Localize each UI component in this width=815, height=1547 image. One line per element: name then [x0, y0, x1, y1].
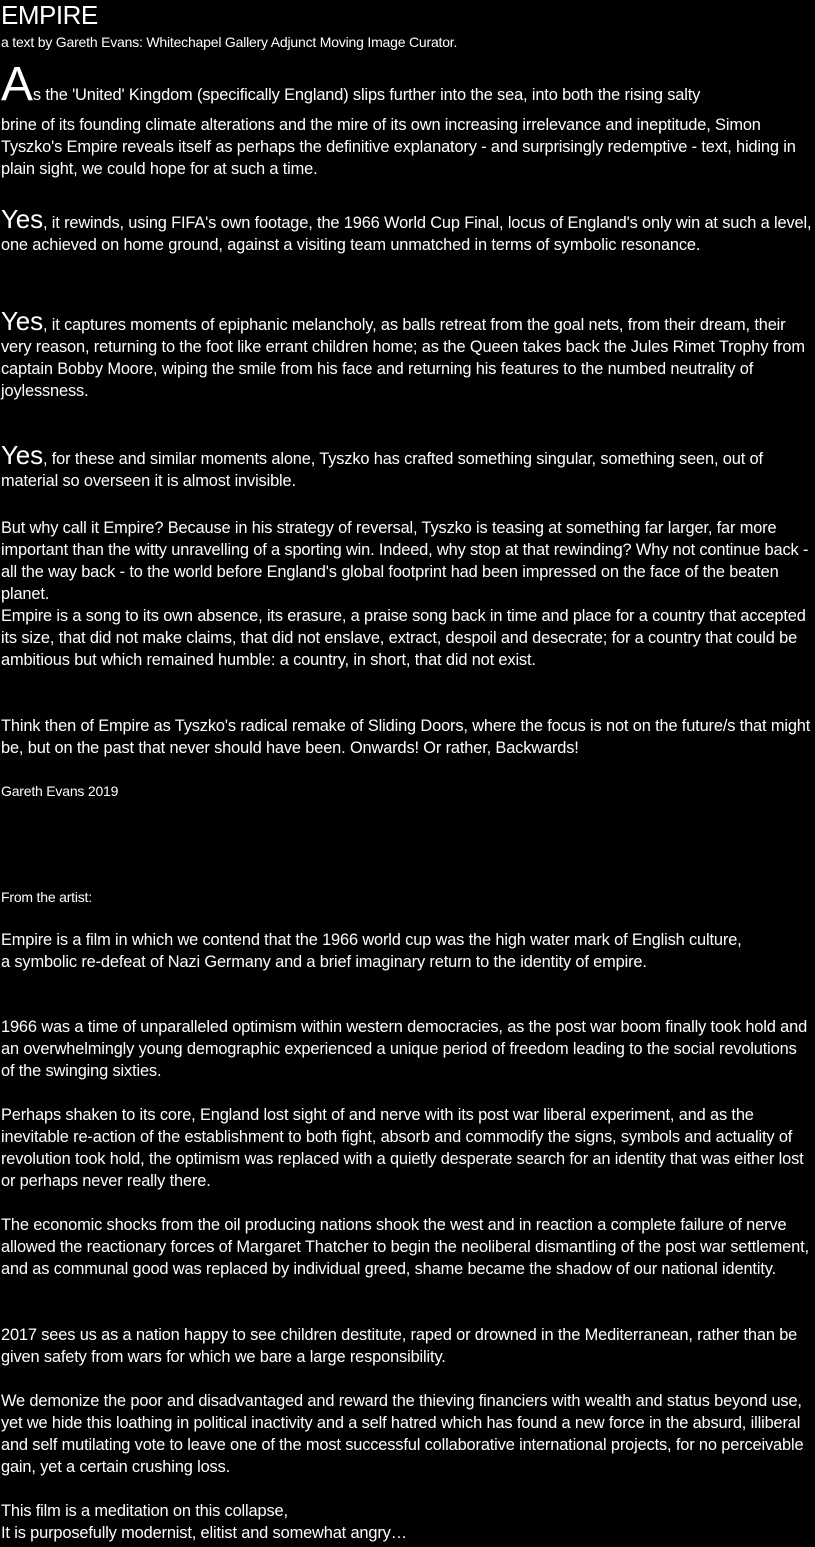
artist-heading: From the artist: [1, 889, 92, 905]
artist-paragraph-6: We demonize the poor and disadvantaged and reward the thieving financiers with wealth and status beyond use, yet we hide this loathing in political inactivity and a self hatred which has found a new force in the absurd, illiberal and self mutilating vote to leave one of the most successful collaborative international projects, for no perceivable gain, yet a certain crushing loss. [1, 1392, 804, 1476]
paragraph-text: This film is a meditation on this collapse, [1, 1502, 288, 1520]
yes-emphasis: Yes [1, 440, 43, 470]
paragraph-text: Empire is a song to its own absence, its erasure, a praise song back in time and place for a country that accepted its size, that did not make claims, that did not enslave, extract, despoil and desecrate; for a country that could be ambitious but which remained humble: a country, in short, that did not exist. [1, 607, 806, 669]
page-title: EMPIRE [1, 0, 98, 30]
essay-paragraph-4 [1, 440, 813, 492]
essay-paragraph-6 [1, 715, 813, 759]
yes-emphasis: Yes [1, 204, 43, 234]
paragraph-text: It is purposefully modernist, elitist and somewhat angry… [1, 1524, 407, 1542]
paragraph-text: a symbolic re-defeat of Nazi Germany and a brief imaginary return to the identity of empire. [1, 953, 647, 971]
paragraph-text: , it rewinds, using FIFA's own footage, the 1966 World Cup Final, locus of England's only win at such a level, one achieved on home ground, against a visiting team unmatched in terms of symbolic resonance. [1, 214, 812, 254]
drop-cap: A [1, 58, 33, 111]
paragraph-text: Empire is a film in which we contend that the 1966 world cup was the high water mark of English culture, [1, 931, 742, 949]
artist-paragraph-2: 1966 was a time of unparalleled optimism within western democracies, as the post war boom finally took hold and an overwhelmingly young demographic experienced a unique period of freedom leading to the social revolutions of the swinging sixties. [1, 1018, 808, 1080]
first-line [1, 58, 701, 114]
yes-emphasis: Yes [1, 306, 43, 336]
artist-paragraph-7 [1, 1500, 813, 1544]
paragraph-text: Think then of Empire as Tyszko's radical remake of Sliding Doors, where the focus is not on the future/s that might be, but on the past that never should have been. Onwards! Or rather, Backwards! [1, 717, 811, 757]
essay-paragraph-1 [1, 58, 813, 180]
paragraph-text: , it captures moments of epiphanic melancholy, as balls retreat from the goal nets, from their dream, their very reason, returning to the foot like errant children home; as the Queen takes back the Jules Rimet Trophy from captain Bobby Moore, wiping the smile from his face and returning his features to the numbed neutrality of joylessness. [1, 316, 805, 400]
artist-paragraph-5: 2017 sees us as a nation happy to see children destitute, raped or drowned in the Mediterranean, rather than be given safety from wars for which we bare a large responsibility. [1, 1326, 798, 1366]
paragraph-text: brine of its founding climate alterations and the mire of its own increasing irrelevance and ineptitude, Simon Tyszko's Empire reveals itself as perhaps the definitive explanatory - and surprisingly redemptive - text, hiding in plain sight, we could hope for at such a time. [1, 116, 796, 178]
essay-paragraph-2 [1, 204, 813, 256]
paragraph-text: , for these and similar moments alone, Tyszko has crafted something singular, something seen, out of material so overseen it is almost invisible. [1, 450, 763, 490]
paragraph-text: But why call it Empire? Because in his strategy of reversal, Tyszko is teasing at something far larger, far more important than the witty unravelling of a sporting win. Indeed, why stop at that rewinding? Why not continue back - all the way back - to the world before England's global footprint had been impressed on the face of the beaten planet. [1, 519, 809, 603]
first-line-text: s the 'United' Kingdom (specifically England) slips further into the sea, into both the rising salty [32, 86, 701, 104]
signature: Gareth Evans 2019 [1, 783, 119, 799]
essay-paragraph-3 [1, 306, 813, 402]
essay-paragraph-5 [1, 517, 813, 671]
page-subtitle: a text by Gareth Evans: Whitechapel Gallery Adjunct Moving Image Curator. [1, 34, 458, 50]
artist-paragraph-4: The economic shocks from the oil producing nations shook the west and in reaction a complete failure of nerve allowed the reactionary forces of Margaret Thatcher to begin the neoliberal dismantling of the post war settlement, and as communal good was replaced by individual greed, shame became the shadow of our national identity. [1, 1216, 809, 1278]
artist-paragraph-3: Perhaps shaken to its core, England lost sight of and nerve with its post war liberal experiment, and as the inevitable re-action of the establishment to both fight, absorb and commodify the signs, symbols and actuality of revolution took hold, the optimism was replaced with a quietly desperate search for an identity that was either lost or perhaps never really there. [1, 1106, 804, 1190]
artist-paragraph-1 [1, 929, 813, 973]
